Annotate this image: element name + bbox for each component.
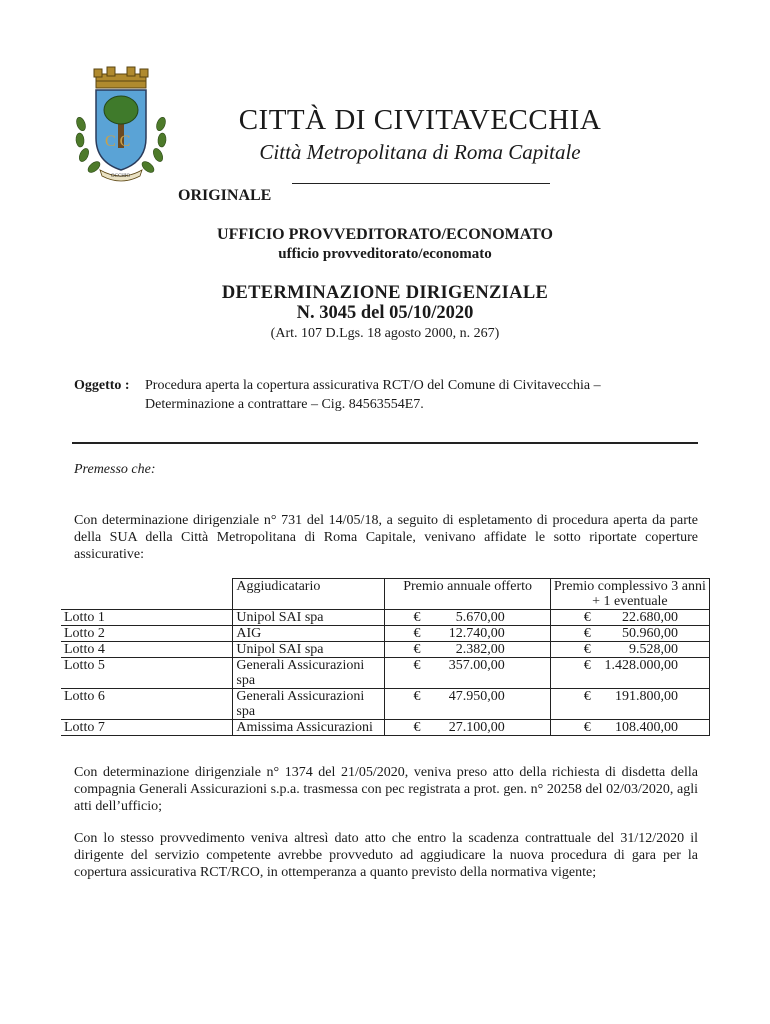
currency-symbol: € bbox=[583, 626, 591, 641]
currency-symbol: € bbox=[583, 642, 591, 657]
lot-label: Lotto 6 bbox=[64, 689, 105, 704]
header-lot bbox=[61, 579, 233, 610]
winner-cell bbox=[233, 642, 385, 658]
annual-cell bbox=[385, 658, 550, 689]
table-row bbox=[61, 642, 710, 658]
total-cell bbox=[550, 610, 709, 626]
amount: 2.382,00 bbox=[455, 642, 505, 657]
determination-title: DETERMINAZIONE DIRIGENZIALE bbox=[221, 283, 549, 303]
lot-label: Lotto 1 bbox=[64, 610, 105, 625]
total-cell bbox=[550, 626, 709, 642]
amount: 22.680,00 bbox=[622, 610, 678, 625]
lot-label: Lotto 7 bbox=[64, 720, 105, 735]
lot-label: Lotto 5 bbox=[64, 658, 105, 673]
total-cell bbox=[550, 642, 709, 658]
subject-label: Oggetto : bbox=[74, 378, 130, 393]
table-row bbox=[61, 610, 710, 626]
winner-name: Unipol SAI spa bbox=[236, 642, 324, 657]
office-name-lower: ufficio provveditorato/economato bbox=[278, 246, 492, 262]
currency-symbol: € bbox=[413, 610, 421, 625]
lot-cell bbox=[61, 642, 233, 658]
total-cell bbox=[550, 689, 709, 720]
header-winner: Aggiudicatario bbox=[233, 579, 385, 610]
amount: 50.960,00 bbox=[622, 626, 678, 641]
amount: 108.400,00 bbox=[615, 720, 678, 735]
amount: 357.00,00 bbox=[448, 658, 505, 673]
city-subtitle: Città Metropolitana di Roma Capitale bbox=[259, 140, 581, 164]
paragraph-1: Con determinazione dirigenziale n° 731 del 14/05/18, a seguito di espletamento di procedura aperta da parte della SUA della Città Metropolitana di Roma Capitale, venivano affidate le sotto riportate coperture assicurative: bbox=[74, 513, 698, 562]
svg-text:OCCHIO: OCCHIO bbox=[111, 174, 131, 179]
header-divider bbox=[292, 183, 550, 184]
subject-text: Procedura aperta la copertura assicurativa RCT/O del Comune di Civitavecchia – Determinazione a contrattare – Cig. 84563554E7. bbox=[145, 378, 601, 412]
amount: 9.528,00 bbox=[629, 642, 678, 657]
annual-cell bbox=[385, 610, 550, 626]
currency-symbol: € bbox=[413, 626, 421, 641]
table-header-row bbox=[61, 579, 710, 610]
currency-symbol: € bbox=[413, 642, 421, 657]
table-row bbox=[61, 626, 710, 642]
annual-cell bbox=[385, 626, 550, 642]
table-row bbox=[61, 689, 710, 720]
table-row bbox=[61, 658, 710, 689]
winner-name: Generali Assicurazioni spa bbox=[236, 658, 365, 688]
lot-cell bbox=[61, 720, 233, 736]
annual-cell bbox=[385, 720, 550, 736]
premesso-heading: Premesso che: bbox=[74, 462, 156, 477]
annual-cell bbox=[385, 642, 550, 658]
currency-symbol: € bbox=[583, 720, 591, 735]
winner-cell bbox=[233, 610, 385, 626]
amount: 27.100,00 bbox=[448, 720, 505, 735]
awards-table bbox=[61, 578, 710, 736]
total-cell bbox=[550, 658, 709, 689]
section-divider bbox=[72, 442, 698, 444]
legal-reference: (Art. 107 D.Lgs. 18 agosto 2000, n. 267) bbox=[270, 326, 500, 341]
amount: 5.670,00 bbox=[455, 610, 505, 625]
svg-text:C C: C C bbox=[105, 133, 131, 150]
currency-symbol: € bbox=[583, 658, 591, 673]
lot-cell bbox=[61, 689, 233, 720]
amount: 47.950,00 bbox=[448, 689, 505, 704]
annual-cell bbox=[385, 689, 550, 720]
table-row bbox=[61, 720, 710, 736]
city-title: CITTÀ DI CIVITAVECCHIA bbox=[238, 104, 602, 136]
lot-cell bbox=[61, 658, 233, 689]
currency-symbol: € bbox=[583, 610, 591, 625]
winner-cell bbox=[233, 658, 385, 689]
winner-cell bbox=[233, 626, 385, 642]
winner-name: Generali Assicurazioni spa bbox=[236, 689, 365, 719]
winner-name: AIG bbox=[236, 626, 262, 641]
crown-icon bbox=[94, 67, 148, 88]
lot-cell bbox=[61, 610, 233, 626]
lot-label: Lotto 4 bbox=[64, 642, 105, 657]
lot-label: Lotto 2 bbox=[64, 626, 105, 641]
amount: 12.740,00 bbox=[448, 626, 505, 641]
amount: 191.800,00 bbox=[615, 689, 678, 704]
winner-name: Unipol SAI spa bbox=[236, 610, 324, 625]
currency-symbol: € bbox=[413, 689, 421, 704]
amount: 1.428.000,00 bbox=[604, 658, 678, 673]
winner-cell bbox=[233, 720, 385, 736]
header-total: Premio complessivo 3 anni + 1 eventuale bbox=[550, 579, 709, 610]
winner-cell bbox=[233, 689, 385, 720]
document-status: ORIGINALE bbox=[178, 187, 272, 204]
paragraph-3: Con lo stesso provvedimento veniva altresì dato atto che entro la scadenza contrattuale del 31/12/2020 il dirigente del servizio competente avrebbe provveduto ad aggiudicare la nuova procedura di gara per la copertura assicurativa RCT/RCO, in ottemperanza a quanto previsto della normativa vigente; bbox=[74, 831, 698, 880]
total-cell bbox=[550, 720, 709, 736]
paragraph-2: Con determinazione dirigenziale n° 1374 del 21/05/2020, veniva preso atto della richiesta di disdetta della compagnia Generali Assicurazioni s.p.a. trasmessa con pec registrata a prot. gen. n° 20258 del 02/03/2020, agli atti dell’ufficio; bbox=[74, 765, 698, 814]
currency-symbol: € bbox=[413, 658, 421, 673]
lot-cell bbox=[61, 626, 233, 642]
office-name-upper: UFFICIO PROVVEDITORATO/ECONOMATO bbox=[217, 226, 553, 243]
winner-name: Amissima Assicurazioni bbox=[236, 720, 373, 735]
currency-symbol: € bbox=[583, 689, 591, 704]
header-annual: Premio annuale offerto bbox=[385, 579, 550, 610]
determination-number: N. 3045 del 05/10/2020 bbox=[296, 303, 474, 323]
currency-symbol: € bbox=[413, 720, 421, 735]
